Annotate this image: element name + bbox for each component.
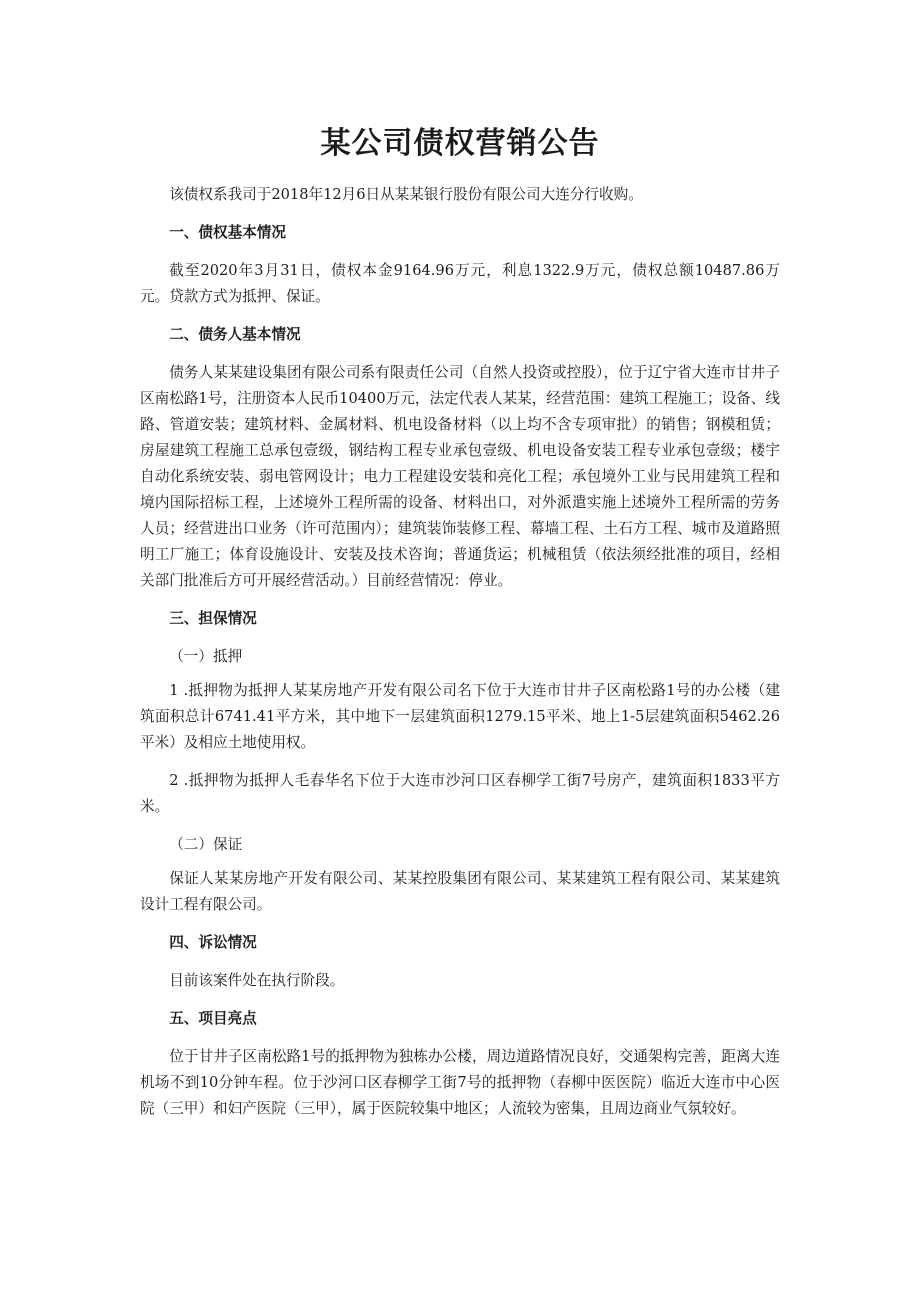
subheading-guarantee: （二）保证 [169, 836, 243, 853]
section-heading-highlights: 五、项目亮点 [169, 1010, 257, 1027]
section-heading-debtor-info: 二、债务人基本情况 [169, 326, 301, 343]
mortgage-item-2: 2 .抵押物为抵押人毛春华名下位于大连市沙河口区春柳学工街7号房产，建筑面积1833平方米。 [140, 772, 780, 815]
document-body [140, 182, 780, 1134]
section-heading-debt-info: 一、债权基本情况 [169, 224, 286, 241]
mortgage-item-1: 1 .抵押物为抵押人某某房地产开发有限公司名下位于大连市甘井子区南松路1号的办公楼（建筑面积总计6741.41平方米，其中地下一层建筑面积1279.15平米、地上1-5层建筑面积5462.26平米）及相应土地使用权。 [140, 682, 780, 751]
litigation-paragraph: 目前该案件处在执行阶段。 [169, 972, 345, 989]
debt-info-paragraph: 截至2020年3月31日，债权本金9164.96万元，利息1322.9万元，债权总额10487.86万元。贷款方式为抵押、保证。 [140, 262, 780, 305]
intro-paragraph: 该债权系我司于2018年12月6日从某某银行股份有限公司大连分行收购。 [169, 186, 643, 203]
highlights-paragraph: 位于甘井子区南松路1号的抵押物为独栋办公楼，周边道路情况良好，交通架构完善，距离大连机场不到10分钟车程。位于沙河口区春柳学工街7号的抵押物（春柳中医医院）临近大连市中心医院（三甲）和妇产医院（三甲），属于医院较集中地区；人流较为密集，且周边商业气氛较好。 [140, 1048, 780, 1117]
section-heading-guarantee: 三、担保情况 [169, 610, 257, 627]
guarantee-paragraph: 保证人某某房地产开发有限公司、某某控股集团有限公司、某某建筑工程有限公司、某某建筑设计工程有限公司。 [140, 870, 780, 913]
debtor-info-paragraph: 债务人某某建设集团有限公司系有限责任公司（自然人投资或控股），位于辽宁省大连市甘井子区南松路1号，注册资本人民币10400万元，法定代表人某某，经营范围：建筑工程施工；设备、线路、管道安装；建筑材料、金属材料、机电设备材料（以上均不含专项审批）的销售；钢模租赁；房屋建筑工程施工总承包壹级，钢结构工程专业承包壹级、机电设备安装工程专业承包壹级；楼宇自动化系统安装、弱电管网设计；电力工程建设安装和亮化工程；承包境外工业与民用建筑工程和境内国际招标工程，上述境外工程所需的设备、材料出口，对外派遣实施上述境外工程所需的劳务人员；经营进出口业务（许可范围内）；建筑装饰装修工程、幕墙工程、土石方工程、城市及道路照明工厂施工；体育设施设计、安装及技术咨询；普通货运；机械租赁（依法须经批准的项目，经相关部门批准后方可开展经营活动。）目前经营情况：停业。 [140, 364, 780, 589]
document-title: 某公司债权营销公告 [320, 126, 600, 161]
section-heading-litigation: 四、诉讼情况 [169, 934, 257, 951]
subheading-mortgage: （一）抵押 [169, 648, 243, 665]
